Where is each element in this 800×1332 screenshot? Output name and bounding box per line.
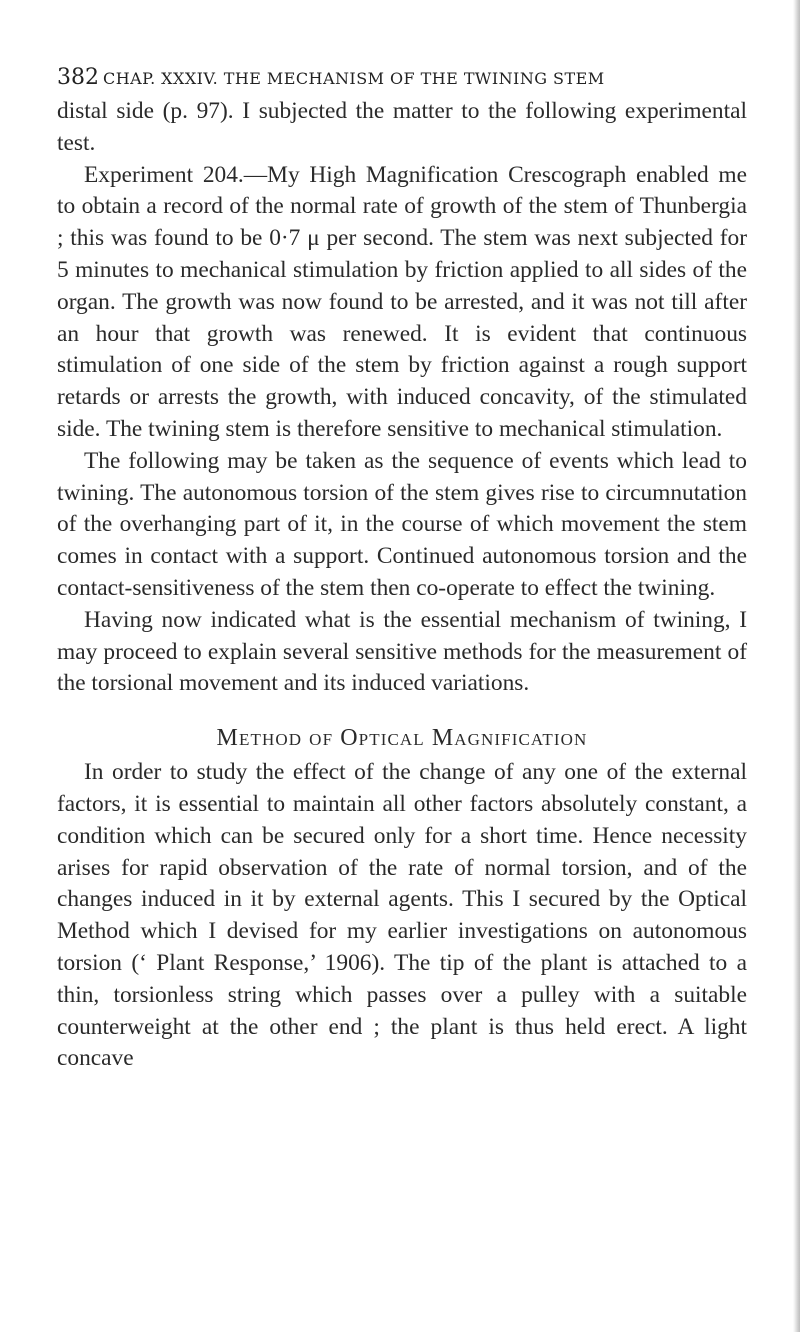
page-number: 382 <box>57 65 99 90</box>
section-heading: Method of Optical Magnification <box>216 725 588 752</box>
chapter-title: CHAP. XXXIV. THE MECHANISM OF THE TWINING STEM <box>103 69 605 88</box>
paragraph-experiment-204: Experiment 204.—My High Magnification Crescograph enabled me to obtain a record of the normal rate of growth of the stem of Thunbergia ; this was found to be 0·7 μ per second. The stem was next subjected for 5 minutes to mechanical stimulation by friction applied to all sides of the organ. The growth was now found to be arrested, and it was not till after an hour that growth was renewed. It is evident that continuous stimulation of one side of the stem by friction against a rough support retards or arrests the growth, with induced concavity, of the stimulated side. The twining stem is therefore sensitive to mechanical stimulation. <box>57 161 747 442</box>
page-edge-shadow <box>793 0 800 1332</box>
running-head <box>57 62 747 94</box>
body-text <box>57 96 747 1075</box>
paragraph-mechanism-summary: Having now indicated what is the essential mechanism of twining, I may proceed to explain several sensitive methods for the measurement of the torsional movement and its induced variations. <box>57 606 747 697</box>
paragraph-optical-method: In order to study the effect of the change of any one of the external factors, it is essential to maintain all other factors absolutely constant, a condition which can be secured only for a short time. Hence necessity arises for rapid observation of the rate of normal torsion, and of the changes induced in it by external agents. This I secured by the Optical Method which I devised for my earlier investigations on autonomous torsion (‘ Plant Response,’ 1906). The tip of the plant is attached to a thin, torsionless string which passes over a pulley with a suitable counterweight at the other end ; the plant is thus held erect. A light concave <box>57 759 747 1072</box>
paragraph-continued: distal side (p. 97). I subjected the matter to the following experimental test. <box>57 98 747 156</box>
paragraph-sequence-of-events: The following may be taken as the sequence of events which lead to twining. The autonomous torsion of the stem gives rise to circumnutation of the overhanging part of it, in the course of which movement the stem comes in contact with a support. Continued autonomous torsion and the contact-sensitiveness of the stem then co-operate to effect the twining. <box>57 447 747 601</box>
